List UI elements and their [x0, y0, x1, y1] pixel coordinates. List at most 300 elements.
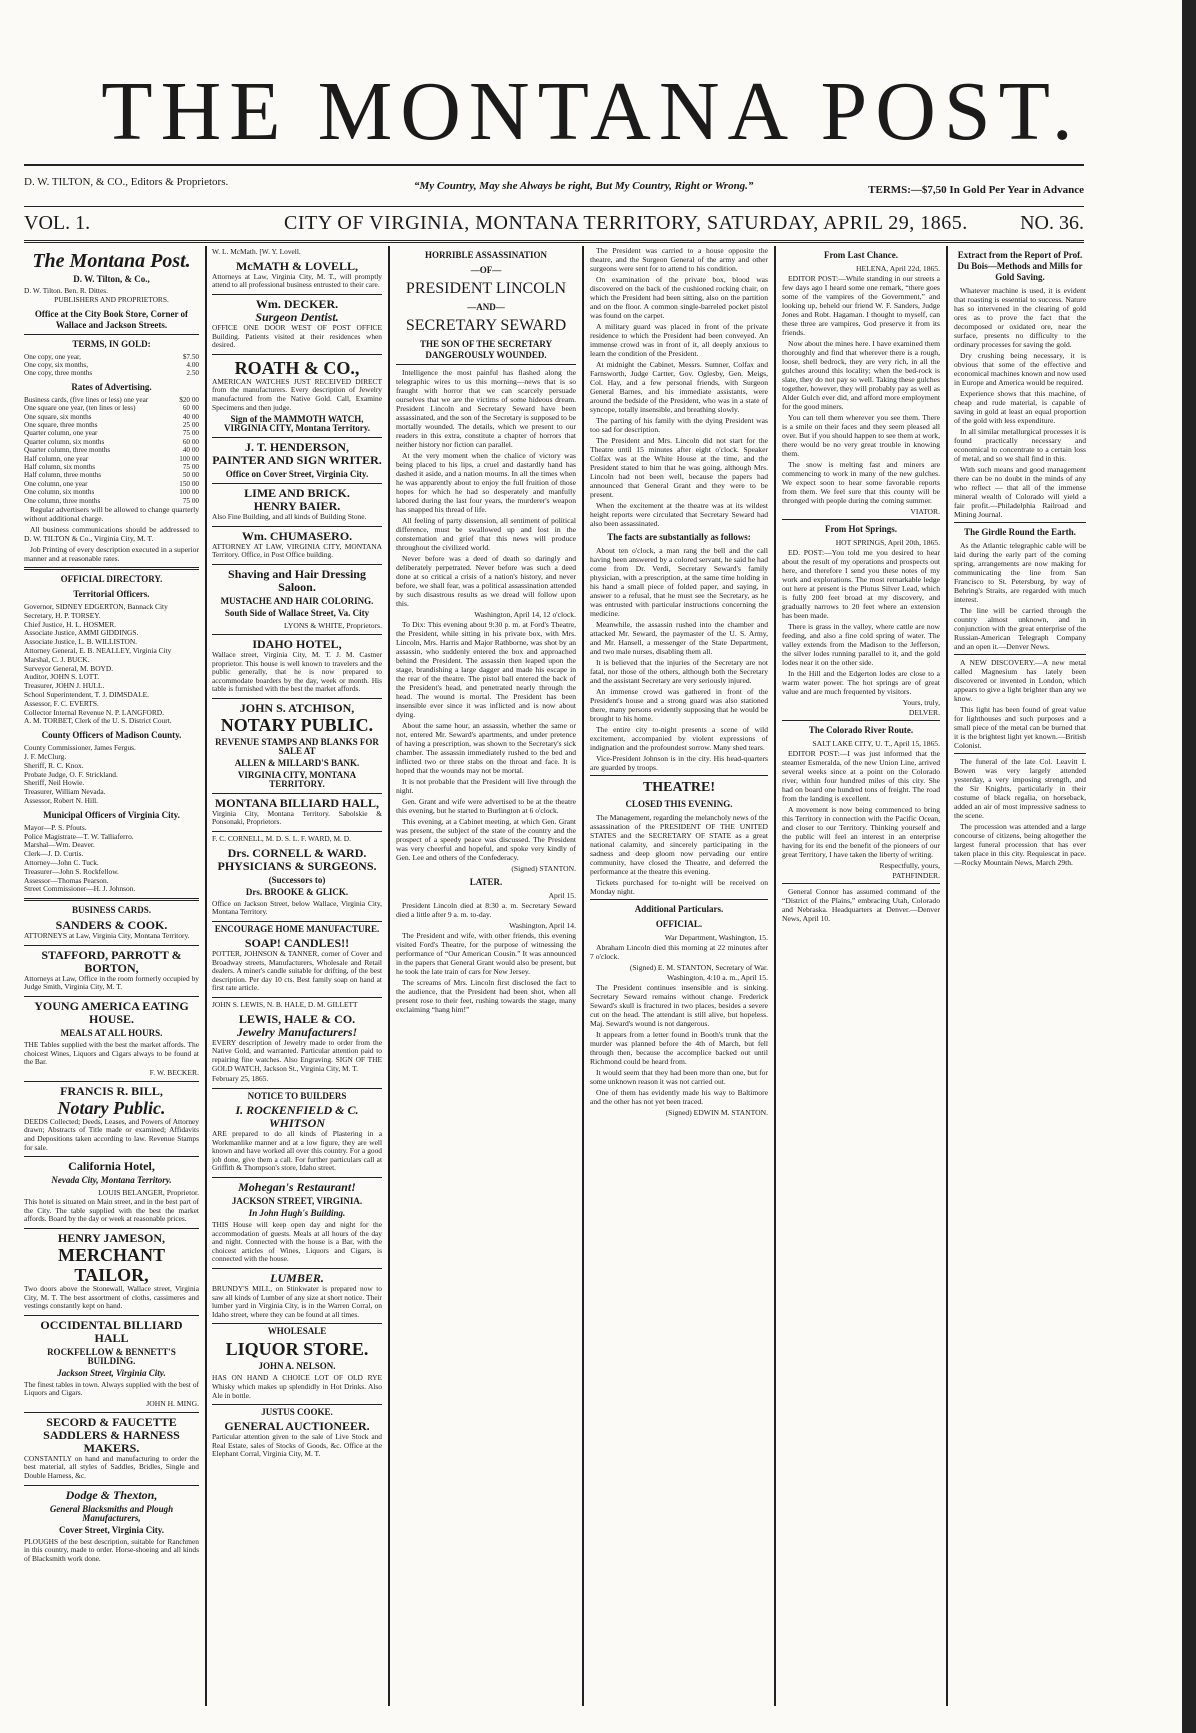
ad-title: Shaving and Hair Dressing Saloon.: [228, 566, 366, 594]
subheading: The facts are substantially as follows:: [607, 532, 751, 542]
terms-head: TERMS, IN GOLD:: [72, 338, 151, 349]
ad-body: Attorneys at Law, Virginia City, M. T., will promptly attend to all professional business entrusted to their care.: [212, 271, 382, 290]
paragraph: Intelligence the most painful has flashed along the telegraphic wires to us this morning—news that is so fraught with horror that we can scarcely persuade ourselves that we are the victims of some hideous dream. President Lincoln and Secretary Seward have been assassinated, and the son of the Secretary is supposed to be mortally wounded. The details, which we present to our readers in this extra, constitute a chapter of horrors that neither history nor fiction can parallel.: [396, 368, 576, 449]
ad: [212, 1013, 382, 1084]
ad-sub: (Successors to): [268, 874, 326, 885]
publishers-title: PUBLISHERS AND PROPRIETORS.: [54, 294, 169, 304]
cell: Quarter column, one year: [24, 429, 98, 438]
list-item: Assessor, F. C. EVERTS.: [24, 698, 99, 708]
ad-title: LIME AND BRICK.: [244, 486, 350, 501]
ad-name: SOAP! CANDLES!!: [244, 936, 350, 951]
list-item: Sheriff, Neil Howie.: [24, 778, 85, 788]
ad-body: DEEDS Collected; Deeds, Leases, and Powers of Attorney drawn; Abstracts of Title made or examined; Affidavits and Depositions taken according to law. Revenue Stamps for sale.: [24, 1116, 199, 1152]
ad-name: HENRY JAMESON,: [57, 1230, 166, 1245]
ad-name: OCCIDENTAL BILLIARD HALL: [40, 1317, 183, 1345]
cell: 100 00: [179, 488, 199, 497]
column-1: [24, 246, 199, 1706]
paragraph: ED. POST:—You told me you desired to hear about the result of my operations and prospects out here, and therefore I send you these notes of my work and explorations. The most remarkable ledge out here at present is the Plutus Silver Lead, which is fully 200 feet broad at my discovery, and gradually narrows to 20 feet where an extension has been made.: [782, 548, 940, 620]
cell: 100 00: [179, 454, 199, 463]
cell: One square, three months: [24, 421, 98, 430]
paragraph: The screams of Mrs. Lincoln first disclosed the fact to the audience, that the President had been shot, when all present rose to their feet, rushing towards the stage, many exclaiming “hang him!”: [396, 978, 576, 1014]
headline: —OF—: [470, 265, 502, 275]
ad: [24, 1000, 199, 1077]
newspaper-title: THE MONTANA POST.: [101, 65, 1081, 158]
ad-sub: General Blacksmiths and Plough Manufacturers,: [49, 1503, 174, 1523]
list-item: Marshal—Wm. Deaver.: [24, 840, 95, 850]
paragraph: General Connor has assumed command of the “District of the Plains,” embracing Utah, Colorado and Nebraska. Headquarters at Denver.—Denver News, April 10.: [782, 887, 940, 923]
paragraph: President Lincoln died at 8:30 a. m. Secretary Seward died a little after 9 a. m. to-day.: [396, 901, 576, 919]
ad-name: Dodge & Thexton,: [65, 1487, 158, 1502]
paragraph: An immense crowd was gathered in front of the President's house and a strong guard was also stationed there, many persons evidently supposing that he would be brought to his home.: [590, 687, 768, 723]
signature: DELVER.: [908, 708, 940, 717]
signature: VIATOR.: [910, 507, 940, 516]
paragraph: The Management, regarding the melancholy news of the assassination of the PRESIDENT OF THE UNITED STATES and the SECRETARY OF STATE as a great national calamity, and sincerely participating in the sadness and deep gloom now pervading our entire community, have closed the Theatre, and deferred the performance at the theatre this evening.: [590, 813, 768, 876]
paragraph: About the same hour, an assassin, whether the same or not, entered Mr. Seward's apartments, and under pretence of having a prescription, was shown to the Secretary's sick chamber. The assassin immediately rushed to the bed and inflicted two or three stabs on the throat and face. It is hoped that the wounds may not be mortal.: [396, 721, 576, 775]
ad-title: PHYSICIANS & SURGEONS.: [217, 858, 377, 873]
ad-title: Notary Public.: [57, 1097, 166, 1118]
subheading: Extract from the Report of Prof. Du Bois—Methods and Mills for Gold Saving.: [957, 250, 1083, 282]
cell: Quarter column, three months: [24, 446, 111, 455]
paragraph: Gen. Grant and wife were advertised to be at the theatre this evening, but he started to Burlington at 6 o'clock.: [396, 797, 576, 815]
paragraph: Abraham Lincoln died this morning at 22 minutes after 7 o'clock.: [590, 943, 768, 961]
ad-city: VIRGINIA CITY, MONTANA TERRITORY.: [237, 769, 357, 789]
territorial-head: Territorial Officers.: [73, 589, 150, 600]
ad-sign: Sign of the MAMMOTH WATCH, VIRGINIA CITY, Montana Territory.: [224, 414, 370, 434]
paragraph: The President was carried to a house opposite the theatre, and the Surgeon General of the army and other surgeons were sent for to attend to his condition.: [590, 246, 768, 273]
list-item: Assessor, Robert N. Hill.: [24, 796, 99, 806]
cell: Half column, one year: [24, 454, 89, 463]
ad-address: ALLEN & MILLARD'S BANK.: [234, 757, 360, 768]
ad-name: SECORD & FAUCETTE: [46, 1414, 177, 1429]
ad-body: BRUNDY'S MILL, on Stinkwater is prepared now to saw all kinds of Lumber of any size at short notice. Their lumber yard in Virginia City, is in the Warren Corral, on Idaho street, where they can be found at all times.: [212, 1283, 382, 1319]
column-3: [396, 246, 576, 1706]
ad-sign: JOHN H. MING.: [146, 1398, 199, 1408]
table-row: [24, 429, 199, 437]
cell: One square, six months: [24, 412, 92, 421]
ad-name: Mohegan's Restaurant!: [238, 1179, 356, 1194]
column-rule: [774, 246, 776, 1706]
list-item: Street Commissioner—H. J. Johnson.: [24, 884, 136, 894]
ad: [212, 260, 382, 290]
volume: VOL. 1.: [24, 212, 91, 234]
ad: [24, 1489, 199, 1564]
ad-sign: LOUIS BELANGER, Proprietor.: [98, 1188, 199, 1198]
ad-body: EVERY description of Jewelry made to order from the Native Gold, and warranted. Particular attention paid to repairing fine watches. Also Engraving. SIGN OF THE GOLD WATCH, Jackson St., Virginia City, M. T.: [212, 1037, 382, 1073]
rule: [24, 240, 1084, 243]
column-rule: [205, 246, 207, 1706]
subheading: Additional Particulars.: [634, 904, 724, 914]
paragraph: The entire city to-night presents a scene of wild excitement, accompanied by violent expressions of indignation and the profoundest sorrow. Many shed tears.: [590, 725, 768, 752]
signature: Respectfully, yours,: [879, 861, 940, 870]
ad-sign: LYONS & WHITE, Proprietors.: [283, 620, 382, 630]
ad-body: The finest tables in town. Always supplied with the best of Liquors and Cigars.: [24, 1379, 199, 1398]
ad-body: Wallace street, Virginia City, M. T. J. M. Castner proprietor. This house is well known to travelers and the public generally, that he is now prepared to accommodate boarders by the day, week or month. His table is furnished with the best the market affords.: [212, 649, 382, 694]
ad-date: February 25, 1865.: [212, 1074, 269, 1084]
signature: (Signed) STANTON.: [511, 864, 576, 873]
ad-title: MERCHANT TAILOR,: [58, 1244, 165, 1285]
ad: [24, 1085, 199, 1152]
subline: [24, 170, 1084, 196]
column-4: [590, 246, 768, 1706]
paragraph: At the very moment when the chalice of victory was being placed to his lips, a cruel and dastardly hand has dashed it aside, and a nation mourns. In all the times when he was apparently about to enjoy the full fruition of those hopes for which he had so desperately and manfully labored during the last four years, the murderer's weapon has snapped his thread of life.: [396, 451, 576, 514]
cell: 50 00: [182, 471, 199, 480]
ad-top: W. L. McMath. [W. Y. Lovell.: [212, 247, 301, 256]
table-row: [24, 463, 199, 471]
terms-line: TERMS:—$7,50 In Gold Per Year in Advance: [868, 184, 1084, 196]
paragraph: The parting of his family with the dying President was too sad for description.: [590, 416, 768, 434]
rates-table: [24, 396, 199, 505]
list-item: Treasurer—John S. Rockfellow.: [24, 866, 119, 876]
ad: [212, 702, 382, 789]
dateline: HELENA, April 22d, 1865.: [856, 264, 940, 273]
dateline: April 15.: [548, 891, 576, 900]
paragraph: EDITOR POST:—While standing in our streets a few days ago I heard some one remark, “there goes some of the vampires of the Government,” and looking up, beheld our friend W. F. Sanders, Judge Jones and Robt. Hagaman. I thought to myself, can these three are vampires, God preserve it from its friends.: [782, 274, 940, 337]
cell: Quarter column, six months: [24, 437, 105, 446]
dateline: [24, 212, 1084, 238]
cell: 40 00: [182, 446, 199, 455]
cell: 75 00: [182, 463, 199, 472]
ad-body: Also Fine Building, and all kinds of Building Stone.: [212, 512, 367, 522]
paragraph: Tickets purchased for to-night will be received on Monday night.: [590, 878, 768, 896]
ad-top: JOHN S. LEWIS, N. B. HALE, D. M. GILLETT: [212, 1000, 358, 1010]
list-item: Associate Justice, L. B. WILLISTON.: [24, 637, 138, 647]
cell: Half column, three months: [24, 471, 102, 480]
ad: [212, 847, 382, 917]
paragraph: All feeling of party dissension, all sentiment of political difference, must be swallowed up and lost in the consternation and grief that this news will produce throughout the civilized world.: [396, 516, 576, 552]
list-item: Collector Internal Revenue N. P. LANGFORD.: [24, 707, 164, 717]
paragraph: There is grass in the valley, where cattle are now feeding, and also a fine cold spring of water. The valley extends from the Madison to the Jefferson, the silver lodes running parallel to it, and the gold lodes near it on the other side.: [782, 622, 940, 667]
ad-body: This hotel is situated on Main street, and in the best part of the City. The table supplied with the best the market affords. Board by the day or week at reasonable prices.: [24, 1197, 199, 1224]
ad-name: LEWIS, HALE & CO.: [238, 1011, 356, 1026]
table-row: [24, 471, 199, 479]
ad-name: McMATH & LOVELL,: [235, 258, 359, 273]
ad-name: YOUNG AMERICA EATING HOUSE.: [34, 998, 189, 1026]
headline: PRESIDENT LINCOLN: [405, 280, 567, 297]
subheading: From Last Chance.: [823, 250, 899, 260]
ad: [212, 530, 382, 560]
ad-prev: Drs. BROOKE & GLICK.: [245, 886, 349, 897]
dateline: War Department, Washington, 15.: [664, 933, 768, 942]
paragraph: About ten o'clock, a man rang the bell and the call having been answered by a colored servant, he said he had come from Dr. Verdi, Secretary Seward's family physician, with a prescription, at the same time holding in his hand a small piece of folded paper, and saying, in answer to a refusal, that he must see the Secretary, as he was entrusted with particular instructions concerning the medicine.: [590, 546, 768, 618]
cell: 60 00: [182, 437, 199, 446]
ad-body: CONSTANTLY on hand and manufacturing to order the best material, all styles of Saddles, Bridles, Single and Double Harness, &c.: [24, 1453, 199, 1481]
cell: 60 00: [182, 404, 199, 413]
paragraph: A NEW DISCOVERY.—A new metal called Magnesium has lately been discovered or invented in London, which appears to give a light brighter than any we know.: [954, 658, 1086, 703]
table-row: [24, 446, 199, 454]
ad-body: Virginia City, Montana Territory. Sabolskie & Ponsonaki, Proprietors.: [212, 808, 382, 827]
ad: [24, 1232, 199, 1311]
list-item: Treasurer, JOHN J. HULL.: [24, 681, 105, 691]
ad: [212, 1181, 382, 1264]
city-date: CITY OF VIRGINIA, MONTANA TERRITORY, SATURDAY, APRIL 29, 1865.: [284, 212, 968, 234]
paragraph: In the Hill and the Edgerton lodes are close to a warm water power. The hot springs are of great value and are much frequented by visitors.: [782, 669, 940, 696]
cell: Half column, six months: [24, 463, 96, 472]
ad-body: OFFICE ONE DOOR WEST OF POST OFFICE Building. Patients visited at their residences when desired.: [212, 322, 382, 350]
ad-top: F. C. CORNELL, M. D. S. L. F. WARD, M. D.: [212, 834, 351, 844]
list-item: Chief Justice, H. L. HOSMER.: [24, 619, 116, 629]
territorial-list: [24, 603, 199, 726]
table-row: [24, 353, 199, 361]
cell: $20 00: [179, 395, 199, 404]
cell: One column, three months: [24, 496, 101, 505]
publishers-names: D. W. Tilton. Ben. R. Dittes.: [24, 286, 108, 295]
paragraph: The President and Mrs. Lincoln did not start for the Theatre until 15 minutes after eight o'clock. Speaker Colfax was at the White House at the time, and the President stated to him that he was going, although Mrs. Lincoln had not been well, because the papers had announced that General Grant and they were to be present.: [590, 436, 768, 499]
table-row: [24, 438, 199, 446]
theatre-head: THEATRE!: [642, 780, 716, 795]
ad-body: ATTORNEYS at Law, Virginia City, Montana Territory.: [24, 931, 190, 941]
ad: [212, 487, 382, 522]
ad-body: HAS ON HAND A CHOICE LOT OF OLD RYE Whisky which makes up splendidly in Hot Drinks. Also Ale in bottle.: [212, 1373, 382, 1400]
table-row: [24, 369, 199, 377]
ad-sub: ROCKFELLOW & BENNETT'S BUILDING.: [47, 1346, 176, 1366]
paragraph: To Dix: This evening about 9:30 p. m. at Ford's Theatre, the President, while sitting in his private box, with Mrs. Lincoln, Mrs. Harris and Major Rathborne, was shot by an assassin, who suddenly entered the box and approached behind the President. The assassin then leaped upon the stage, brandishing a large dagger and made his escape in the rear of the theatre. The pistol ball entered the back of the President's head, and penetrated nearly through the head. The wound is mortal. The President has been insensible ever since it was inflicted and is now about dying.: [396, 620, 576, 719]
ad-sub: MUSTACHE AND HAIR COLORING.: [220, 595, 374, 606]
subheading: The Colorado River Route.: [808, 725, 914, 735]
cell: One copy, one year,: [24, 352, 81, 361]
paragraph: It would seem that they had been more than one, but for some unknown reason it was not carried out.: [590, 1068, 768, 1086]
table-row: [24, 413, 199, 421]
municipal-head: Municipal Officers of Virginia City.: [43, 809, 180, 820]
rule: [24, 164, 1084, 166]
publishers: D. W. Tilton, & Co.,: [73, 274, 150, 284]
paragraph: One of them has evidently made his way to Baltimore and the other has not yet been traced.: [590, 1088, 768, 1106]
scan-edge: [1182, 0, 1196, 1733]
ad: [212, 638, 382, 694]
ad-address: Cover Street, Virginia City.: [59, 1524, 164, 1535]
ad-sub: Nevada City, Montana Territory.: [51, 1175, 172, 1186]
masthead: [0, 65, 1182, 158]
paragraph: The President and wife, with other friends, this evening visited Ford's Theatre, for the purpose of witnessing the performance of “Our American Cousin.” It was announced in the papers that General Grant would also be present, but he took the late train of cars for New Jersey.: [396, 931, 576, 976]
cell: 75 00: [182, 429, 199, 438]
ad-body: Particular attention given to the sale of Live Stock and Real Estate, sales of Stocks of Goods, &c. Office at the Elephant Corral, Virginia City, M. T.: [212, 1432, 382, 1459]
column-rule: [946, 246, 948, 1706]
column-rule: [388, 246, 390, 1706]
table-row: [24, 421, 199, 429]
list-item: Probate Judge, O. F. Strickland.: [24, 769, 118, 779]
ad-name: JOHN S. ATCHISON,: [239, 700, 355, 715]
list-item: Associate Justice, AMMI GIDDINGS.: [24, 628, 139, 638]
columns: [24, 246, 1086, 1706]
ad-address: South Side of Wallace Street, Va. City: [224, 607, 370, 618]
dateline: Washington, April 14, 12 o'clock.: [474, 610, 576, 619]
paragraph: Dry crushing being necessary, it is obvious that some of the effective and economical machines known and now used in Europe and America would be required.: [954, 351, 1086, 387]
ad-sub: In John Hugh's Building.: [248, 1207, 346, 1218]
column-rule: [582, 246, 584, 1706]
ad-title: Jewelry Manufacturers!: [236, 1024, 358, 1039]
ad: [24, 1416, 199, 1481]
paragraph: On examination of the private box, blood was discovered on the back of the cushioned rocking chair, on which the President had been sitting, also on the partition and on the floor. A common single-barreled pocket pistol was found on the carpet.: [590, 275, 768, 320]
ad-body: THIS House will keep open day and night for the accommodation of guests. Meals at all hours of the day and night. Connected with the house is a Bar, with the choicest articles of Wines, Liquors and Cigars, is connected with the house.: [212, 1219, 382, 1264]
cell: $7.50: [182, 352, 199, 361]
paragraph: With such means and good management there can be no doubt in the minds of any who reflect — that all of the immense mineral wealth of Colorado will yield a fair profit.—Philadelphia Railroad and Mining Journal.: [954, 465, 1086, 519]
signature: PATHFINDER.: [892, 871, 940, 880]
ad: [212, 1327, 382, 1400]
ad-name: J. T. HENDERSON,: [245, 440, 349, 455]
cell: 40 00: [182, 412, 199, 421]
table-row: [24, 396, 199, 404]
list-item: Attorney General, E. B. NEALLEY, Virginia City: [24, 646, 172, 656]
ad-name: Drs. CORNELL & WARD.: [227, 845, 367, 860]
subheading: From Hot Springs.: [824, 524, 898, 534]
ad-sign: F. W. BECKER.: [149, 1067, 199, 1077]
county-head: County Officers of Madison County.: [41, 730, 182, 741]
list-item: Police Magistrate—T. W. Talliaferro.: [24, 831, 134, 841]
ad: [212, 298, 382, 350]
subheading: LATER.: [469, 877, 503, 887]
ad-title: SADDLERS & HARNESS MAKERS.: [43, 1427, 180, 1455]
column-2: [212, 246, 382, 1706]
ad-name: STAFFORD, PARROTT & BORTON,: [41, 947, 182, 975]
editors-line: D. W. TILTON, & CO., Editors & Proprietors.: [24, 176, 229, 188]
paragraph: It is not probable that the President will live through the night.: [396, 777, 576, 795]
dateline: Washington, 4:10 a. m., April 15.: [666, 973, 768, 982]
subheading: The Girdle Round the Earth.: [964, 527, 1076, 537]
ad: [212, 925, 382, 993]
cell: One square one year, (ten lines or less): [24, 404, 136, 413]
column-5: [782, 246, 940, 1706]
ad-head: WHOLESALE: [267, 1326, 327, 1337]
ad-name: FRANCIS R. BILL,: [60, 1083, 163, 1098]
paragraph: A movement is now being commenced to bring this Territory in connection with the Pacific Ocean, and closer to our Territory. Thinking yourself and the public will feel an interest in an enterprise having for its end the benefit of the pioneers of our great Territory, I have taken the liberty of writing.: [782, 805, 940, 859]
paragraph: You can tell them wherever you see them. There is a smile on their faces and they seem pleased all over. But if you should happen to see them at work, there would be no very great trouble in knowing them.: [782, 413, 940, 458]
ad-body: AMERICAN WATCHES JUST RECEIVED DIRECT from the manufacturers. Every description of Jewelry manufactured from the Native Gold. Call, Examine Specimens and then judge.: [212, 376, 382, 412]
list-item: Assessor—Thomas Pearson.: [24, 875, 109, 885]
signature: (Signed) EDWIN M. STANTON.: [665, 1108, 768, 1117]
cell: 2.50: [186, 369, 199, 378]
ad-body: Office on Jackson Street, below Wallace, Virginia City, Montana Territory.: [212, 898, 382, 917]
job-note: Job Printing of every description executed in a superior manner and at reasonable rates.: [24, 545, 199, 564]
ad-name: MONTANA BILLIARD HALL,: [214, 795, 380, 810]
list-item: A. M. TORBET, Clerk of the U. S. District Court.: [24, 716, 172, 726]
paragraph: It appears from a letter found in Booth's trunk that the murder was planned before the 4th of March, but fell through then, because the accomplice backed out until Richmond could be heard from.: [590, 1030, 768, 1066]
ad: [24, 949, 199, 992]
ad-body: Attorneys at Law, Office in the room formerly occupied by Judge Smith, Virginia City, M. T.: [24, 973, 199, 992]
ad: [212, 441, 382, 479]
list-item: Attorney—John C. Tuck.: [24, 858, 99, 868]
list-item: School Superintendent, T. J. DIMSDALE.: [24, 690, 149, 700]
ad-body: PLOUGHS of the best description, suitable for Ranchmen in this country, made to order. Horse-shoeing and all kinds of Blacksmith work done.: [24, 1536, 199, 1563]
ad-name: Wm. DECKER.: [255, 296, 339, 311]
cell: 150 00: [179, 479, 199, 488]
paragraph: This evening, at a Cabinet meeting, at which Gen. Grant was present, the subject of the state of the country and the prospect of a speedy peace was discussed. The President was very cheerful and hopeful, and spoke very kindly of Gen. Lee and others of the Confederacy.: [396, 817, 576, 862]
ad-name: IDAHO HOTEL,: [252, 636, 342, 651]
cell: One copy, six months,: [24, 361, 89, 369]
ad-body: ARE prepared to do all kinds of Plastering in a Workmanlike manner and at a low figure, they are well known and have worked all over this country. For a good job done, give them a call. For further particulars call at Griffith & Thompson's store, Idaho street.: [212, 1129, 382, 1173]
paragraph: At midnight the Cabinet, Messrs. Sumner, Colfax and Farnsworth, Judge Cartter, Gov. Oglesby, Gen. Meigs, Col. Hay, and a few personal friends, with Surgeon General Barnes, and his immediate assistants, were around the bedside of the President, who was in a state of syncope, totally insensible, and breathing slowly.: [590, 360, 768, 414]
ad: [212, 1408, 382, 1459]
rule: [24, 206, 1084, 207]
ad: [212, 1272, 382, 1319]
paragraph: The snow is melting fast and miners are commencing to work in many of the new gulches. We expect soon to hear some favorable reports from them. We feel sure that this county will be thronged with people during the coming summer.: [782, 460, 940, 505]
ad-address: Office on Cover Street, Virginia City.: [225, 469, 369, 480]
issue-number: NO. 36.: [1020, 212, 1084, 234]
paragraph: It is believed that the injuries of the Secretary are not fatal, nor those of the others, although both the Secretary and the assistant Secretary are very seriously injured.: [590, 658, 768, 685]
paragraph: The line will be carried through the country almost unknown, and in conjunction with the great enterprise of the Russian-American Telegraph Company and an open it.—Denver News.: [954, 606, 1086, 651]
signature: Yours, truly,: [902, 698, 940, 707]
signature: (Signed) E. M. STANTON, Secretary of War.: [629, 963, 768, 972]
ad: [24, 1160, 199, 1224]
ad: [212, 358, 382, 433]
ad-name: I. ROCKENFIELD & C. WHITSON: [235, 1103, 359, 1130]
cell: One column, one year: [24, 479, 88, 488]
ad: [24, 1319, 199, 1408]
paragraph: This light has been found of great value for lighthouses and such purposes and a small piece of the metal can be burned that it is the brightest light yet known.—British Colonist.: [954, 705, 1086, 750]
ad-name: California Hotel,: [68, 1159, 155, 1174]
ad-name: ROATH & CO.,: [234, 357, 360, 378]
ad-name: GENERAL AUCTIONEER.: [224, 1419, 370, 1434]
ad-sub: MEALS AT ALL HOURS.: [60, 1027, 163, 1038]
ad-title: PAINTER AND SIGN WRITER.: [212, 453, 382, 468]
list-item: Auditor, JOHN S. LOTT.: [24, 672, 100, 682]
business-head: BUSINESS CARDS.: [71, 905, 152, 916]
table-row: [24, 455, 199, 463]
paragraph: As the Atlantic telegraphic cable will be laid during the early part of the coming spring, arrangements are now making for communicating the line from San Francisco to St. Petersburg, by way of Behring's Straits, are regarded with much interest.: [954, 541, 1086, 604]
list-item: County Commissioner, James Fergus.: [24, 743, 136, 753]
ad: [24, 919, 199, 941]
ad-sub: JOHN A. NELSON.: [258, 1361, 336, 1372]
list-item: Sheriff, R. C. Knox.: [24, 760, 84, 770]
list-item: Marshal, C. J. BUCK.: [24, 654, 90, 664]
list-item: Governor, SIDNEY EDGERTON, Bannack City: [24, 602, 168, 612]
table-row: [24, 497, 199, 505]
paragraph: EDITOR POST:—I was just informed that the steamer Esmeralda, of the new Union Line, arrived several weeks since at a point on the Colorado river, within four hundred miles of this city. She had on board one hundred tons of freight. The road from the landing is excellent.: [782, 749, 940, 803]
paragraph: Whatever machine is used, it is evident that roasting is essential to success. Nature has so intervened in the clearing of gold ores as to prove the fact that the decomposed or oxidated ore, near the surface, presents no difficulty to the ordinary processes for saving the gold.: [954, 286, 1086, 349]
list-item: Treasurer, William Nevada.: [24, 787, 106, 797]
cell: 25 00: [182, 421, 199, 430]
paragraph: Experience shows that this machine, of cheap and rude material, is capable of saving in gold at least an equal proportion of the gold with less expenditure.: [954, 389, 1086, 425]
headline: THE SON OF THE SECRETARY DANGEROUSLY WOUNDED.: [419, 339, 553, 360]
ad-address: Jackson Street, Virginia City.: [57, 1367, 166, 1378]
headline: SECRETARY SEWARD: [405, 317, 567, 334]
ad-body: Two doors above the Stonewall, Wallace street, Virginia City, M. T. The best assortment of cloths, cassimeres and vestings constantly kept on hand.: [24, 1283, 199, 1311]
list-item: Surveyor General, M. BOYD.: [24, 663, 114, 673]
dateline: SALT LAKE CITY, U. T., April 15, 1865.: [812, 739, 940, 748]
ad-title: NOTARY PUBLIC.: [220, 714, 374, 735]
official-label: OFFICIAL.: [655, 919, 703, 929]
ad-body: ATTORNEY AT LAW, VIRGINIA CITY, MONTANA Territory. Office, in Post Office building.: [212, 541, 382, 560]
rates-head: Rates of Advertising.: [71, 381, 152, 392]
cell: 75 00: [182, 496, 199, 505]
ad-title: Surgeon Dentist.: [255, 309, 339, 324]
office-address: Office at the City Book Store, Corner of Wallace and Jackson Streets.: [34, 308, 189, 330]
ad-name: LUMBER.: [270, 1270, 324, 1285]
table-row: [24, 480, 199, 488]
ad-name: LIQUOR STORE.: [225, 1339, 369, 1360]
cell: 4.00: [186, 361, 199, 369]
ad-name: Wm. CHUMASERO.: [241, 528, 353, 543]
paragraph: A military guard was placed in front of the private residence to which the President had been conveyed. An immense crowd was in front of it, all deeply anxious to learn the condition of the President.: [590, 322, 768, 358]
list-item: Mayor—P. S. Pfouts.: [24, 822, 87, 832]
table-row: [24, 488, 199, 496]
motto: “My Country, May she Always be right, But My Country, Right or Wrong.”: [414, 180, 754, 192]
paragraph: In all similar metallurgical processes it is found practically necessary and economical to concentrate to a certain loss of metal, and so we shall find in this.: [954, 427, 1086, 463]
list-item: Secretary, H. P. TORSEY.: [24, 610, 101, 620]
paragraph: When the excitement at the theatre was at its wildest height reports were circulated that Secretary Seward had also been assassinated.: [590, 501, 768, 528]
ad: [212, 797, 382, 827]
terms-table: [24, 353, 199, 378]
ad-name: HENRY BAIER.: [253, 499, 341, 514]
rates-note: Regular advertisers will be allowed to change quarterly without additional charge.: [24, 505, 199, 524]
table-row: [24, 404, 199, 412]
ad-address: JACKSON STREET, VIRGINIA.: [231, 1195, 363, 1206]
paragraph: Vice-President Johnson is in the city. His head-quarters are guarded by troops.: [590, 754, 768, 772]
table-row: [24, 361, 199, 369]
ad-body: THE Tables supplied with the best the market affords. The choicest Wines, Liquors and Cigars always to be found at the Bar.: [24, 1039, 199, 1067]
paragraph: The funeral of the late Col. Leavitt I. Bowen was very largely attended yesterday, a very imposing strength, and the Sir Knights, particularly in their costume of black regalia, on horseback, added an air of most impressive sadness to the scene.: [954, 757, 1086, 820]
list-item: J. F. McClurg.: [24, 752, 67, 762]
ad: [212, 568, 382, 630]
paragraph: The procession was attended and a large concourse of citizens, being altogether the largest funeral procession that has ever taken place in this city. Requiescat in pace.—Rocky Mountain News, March 29th.: [954, 822, 1086, 867]
